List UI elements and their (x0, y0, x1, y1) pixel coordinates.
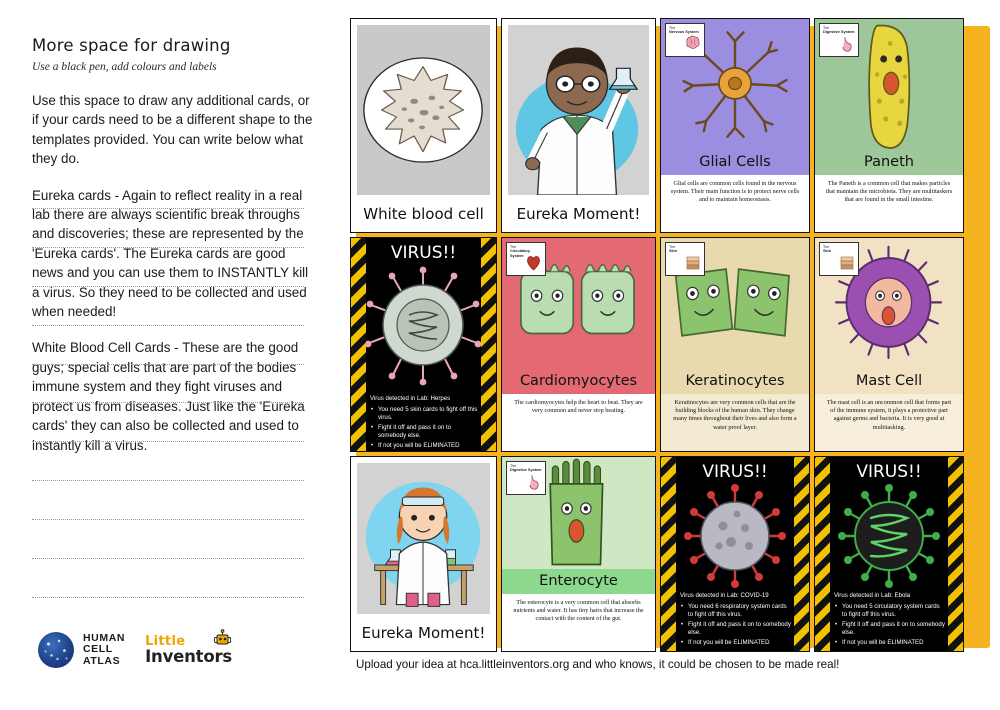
virus-lead: Virus detected in Lab: Herpes (370, 395, 451, 402)
card-description-box (815, 394, 963, 451)
hca-line-1: HUMAN (83, 631, 126, 644)
virus-bullet: • If not you will be ELIMINATED (378, 442, 478, 451)
virus-bullet: • You need 5 circulatory system cards to fight off this virus. (842, 603, 945, 620)
card-mast-cell[interactable] (814, 237, 964, 452)
virus-bullet: • If not you will be ELIMINATED (842, 639, 945, 648)
virus-lead: Virus detected in Lab: Ebola (834, 592, 911, 599)
instructions-panel (0, 0, 345, 710)
system-badge-circulatory (506, 242, 546, 276)
little-inventors-logo (145, 635, 232, 665)
herpes-virus-illustration (351, 265, 496, 395)
system-badge-the: The (510, 245, 517, 249)
card-name: Glial Cells (699, 154, 771, 170)
card-name: Mast Cell (855, 373, 923, 389)
card-description: The enterocyte is a very common cell that absorbs nutrients and water. It has tiny hairs that increase the contact with the content of the gut. (513, 599, 644, 623)
card-description-box (502, 594, 655, 651)
paragraph-white-blood-cell-cards: White Blood Cell Cards - These are the good guys; special cells that are part of the bodies immune system and they fight viruses and protect us from diseases. Just like the 'Eureka cards' they can also be collected and used to instantly kill a virus. (32, 340, 305, 453)
page-subtitle: Use a black pen, add colours and labels (32, 61, 217, 73)
system-badge-skin (819, 242, 859, 276)
system-badge-nervous (665, 23, 705, 57)
card-paneth[interactable] (814, 18, 964, 233)
system-badge-digestive (819, 23, 859, 57)
instructions-text (32, 91, 315, 455)
card-description-box (815, 175, 963, 232)
human-cell-atlas-logo (38, 632, 125, 668)
card-eureka-moment-1[interactable] (501, 18, 656, 233)
card-keratinocytes[interactable] (660, 237, 810, 452)
card-name: Enterocyte (502, 569, 655, 594)
virus-bullet-list (680, 603, 791, 648)
virus-instructions (661, 592, 809, 652)
cell-sphere-icon (38, 632, 74, 668)
card-sheet (350, 18, 990, 648)
card-title: VIRUS!! (702, 462, 768, 482)
card-description: Keratinocytes are very common cells that are the building blocks of the human skin. They change many times throughout their lives and also form a water proof layer. (673, 399, 797, 431)
hca-line-2: CELL (83, 643, 113, 656)
card-eureka-moment-2[interactable] (350, 456, 497, 652)
card-caption: White blood cell (363, 205, 484, 223)
card-virus-ebola[interactable] (814, 456, 964, 652)
system-badge-name: Digestive System (510, 468, 542, 473)
page-title: More space for drawing (32, 36, 231, 55)
card-description-box (661, 175, 809, 232)
card-description: Glial cells are common cells found in the nervous system. Their main function is to protect nerve cells and to maintain homeostasis. (670, 180, 800, 204)
card-title: VIRUS!! (856, 462, 922, 482)
virus-bullet-list (834, 603, 945, 648)
scientist-girl-illustration (357, 463, 490, 614)
card-virus-covid19[interactable] (660, 456, 810, 652)
card-grid (350, 18, 972, 652)
paragraph-eureka-cards: Eureka cards - Again to reflect reality in a real lab there are always scientific break throughs and discoveries; these are represented by the 'Eureka cards'. The Eureka cards are good news and you can use them to INSTANTLY kill a virus. So they need to be collected and used when needed! (32, 187, 309, 320)
card-caption: Eureka Moment! (361, 624, 486, 642)
upload-instruction: Upload your idea at hca.littleinventors.org and who knows, it could be chosen to be made real! (356, 658, 840, 671)
system-badge-digestive (506, 461, 546, 495)
virus-bullet: • If not you will be ELIMINATED (688, 639, 791, 648)
card-description-box (502, 394, 655, 451)
virus-instructions (815, 592, 963, 652)
card-name: Paneth (864, 154, 914, 170)
skin-layer-icon (684, 253, 701, 273)
white-blood-cell-illustration (357, 25, 490, 195)
system-badge-the: The (510, 464, 517, 468)
virus-instructions (351, 395, 496, 452)
virus-bullet: • You need 6 respiratory system cards to fight off this virus. (688, 603, 791, 620)
system-badge-the: The (823, 26, 830, 30)
system-badge-the: The (669, 245, 676, 249)
card-description: The cardiomyocytes help the heart to beat. They are very common and never stop beating. (514, 399, 643, 415)
ebola-virus-illustration (815, 484, 963, 592)
covid-virus-illustration (661, 484, 809, 592)
virus-bullet-list (370, 406, 478, 451)
little-inventors-line-2: Inventors (145, 647, 233, 666)
card-cardiomyocytes[interactable] (501, 237, 656, 452)
stomach-icon (838, 34, 855, 54)
stomach-icon (525, 472, 542, 492)
virus-bullet: • Fight it off and pass it on to somebody else. (688, 621, 791, 638)
system-badge-name: Circulatory System (510, 249, 531, 258)
card-white-blood-cell[interactable] (350, 18, 497, 233)
virus-bullet: • Fight it off and pass it on to somebody else. (378, 424, 478, 441)
hca-line-3: ATLAS (83, 654, 121, 667)
heart-icon (525, 253, 542, 273)
virus-bullet: • Fight it off and pass it on to somebody else. (842, 621, 945, 638)
paragraph-drawing-space: Use this space to draw any additional cards, or if your cards need to be a different shape to the templates provided. You can write below what they do. (32, 93, 313, 167)
logo-row (38, 632, 232, 668)
brain-icon (684, 34, 701, 54)
virus-lead: Virus detected in Lab: COVID-19 (680, 592, 769, 599)
card-caption: Eureka Moment! (516, 205, 641, 223)
little-inventors-line-1: Little (145, 634, 186, 649)
skin-layer-icon (838, 253, 855, 273)
robot-icon (212, 629, 234, 649)
scientist-illustration (508, 25, 649, 195)
card-glial-cells[interactable] (660, 18, 810, 233)
card-description: The Paneth is a common cell that makes particles that maintain the microbiota. They are multitaskers that are found in the small intestine. (825, 180, 953, 204)
virus-bullet: • You need 5 skin cards to fight off this virus. (378, 406, 478, 423)
card-name: Keratinocytes (685, 373, 785, 389)
system-badge-name: Nervous System (669, 30, 699, 35)
system-badge-name: Skin (823, 249, 832, 254)
card-description: The mast cell is an uncommon cell that forms part of the immune system, it plays a protective part against germs and bacteria. It is very good at multitasking. (826, 399, 952, 431)
system-badge-the: The (669, 26, 676, 30)
system-badge-the: The (823, 245, 830, 249)
card-enterocyte[interactable] (501, 456, 656, 652)
system-badge-skin (665, 242, 705, 276)
human-cell-atlas-wordmark (83, 633, 125, 668)
card-name: Cardiomyocytes (519, 373, 638, 389)
card-title: VIRUS!! (390, 243, 457, 263)
card-description-box (661, 394, 809, 451)
system-badge-name: Digestive System (823, 30, 855, 35)
system-badge-name: Skin (669, 249, 678, 254)
card-virus-herpes[interactable] (350, 237, 497, 452)
